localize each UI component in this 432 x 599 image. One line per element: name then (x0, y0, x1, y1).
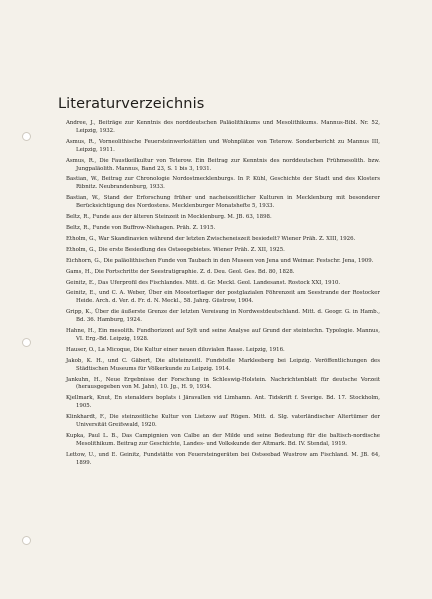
bibliography-entry: Kjellmark, Knut, En stenalders boplats i Järavallen vid Limhamn. Ant. Tidskrift f. Sverige. Bd. 17. Stockholm, 1905. (66, 395, 380, 410)
punch-hole (22, 536, 31, 545)
bibliography-entry: Beltz, R., Funde aus der älteren Steinzeit in Mecklenburg. M. JB. 63, 1898. (66, 214, 272, 221)
bibliography-entry: Andree, J., Beiträge zur Kenntnis des norddeutschen Paläolithikums und Mesolithikums. Mannus-Bibl. Nr. 52, Leipzig, 1932. (66, 120, 380, 134)
bibliography-entry: Bastian, W., Beitrag zur Chronologie Nordostmecklenburgs. In P. Kühl, Geschichte der Stadt und des Klosters Ribnitz. Neubrandenburg, 1933. (66, 176, 380, 191)
bibliography-entry: Gripp, K., Über die äußerste Grenze der letzten Vereisung in Nordwestdeutschland. Mitt. d. Geogr. G. in Hamb., Bd. 36. Hamburg, 1924. (66, 309, 380, 324)
bibliography-entry: Geinitz, E., und C. A. Weber, Über ein Moostorflager der postglazialen Föhrenzeit am Seestrande der Rostocker Heide. Arch. d. Ver. d. Fr. d. N. Meckl., 58. Jahrg. Güstrow, 1904. (66, 290, 380, 305)
punch-hole (22, 338, 31, 347)
bibliography-entry: Hahne, H., Ein mesolith. Fundhorizont auf Sylt und seine Analyse auf Grund der steintechn. Typologie. Mannus, VI. Erg.-Bd. Leipzig, 1928. (66, 328, 380, 342)
bibliography-entry: Etholm, G., War Skandinavien während der letzten Zwischeneiszeit besiedelt? Wiener Präh. Z. XIII, 1926. (66, 235, 356, 242)
bibliography-entry: Lettow, U., und E. Geinitz, Fundstätte von Feuersteingeräten bei Ostseebad Wustrow am Fischland. M. JB. 64, 1899. (66, 451, 380, 466)
bibliography-entry: Hauser, O., La Micoque, Die Kultur einer neuen diluvialen Rasse. Leipzig, 1916. (66, 346, 285, 353)
bibliography-entry: Jankuhn, H., Neue Ergebnisse der Forschung in Schleswig-Holstein. Nachrichtenblatt für deutsche Vorzeit (herausgegeben von M. Jahn), 10. Jg., H. 9, 1934. (66, 376, 380, 391)
bibliography-entry: Etholm, G., Die erste Besiedlung des Ostseegebietes. Wiener Präh. Z. XII, 1925. (66, 246, 285, 253)
page-title: Literaturverzeichnis (58, 95, 205, 112)
bibliography-entry: Jakob, K. H., und C. Gäbert, Die altsteinzeitl. Fundstelle Markleeberg bei Leipzig. Veröffentlichungen des Städtischen Museums für Völkerkunde zu Leipzig. 1914. (66, 357, 380, 372)
bibliography-entry: Kupka, Paul L. B., Das Campignien von Calbe an der Milde und seine Bedeutung für die baltisch-nordische Mesolithikum. Beitrag zur Geschichte, Landes- und Volkskunde der Altmark. Bd. IV. Stendal, 1919. (66, 433, 380, 447)
bibliography-entry: Geinitz, E., Das Uferprofil des Fischlandes. Mitt. d. Gr. Meckl. Geol. Landesanst. Rostock XXI, 1910. (66, 279, 341, 286)
punch-hole (22, 132, 31, 141)
bibliography-entry: Beltz, R., Funde von Buffrow-Niehagen. Präh. Z. 1915. (66, 224, 216, 231)
bibliography-list (66, 120, 380, 471)
bibliography-entry: Klinkhardt, F., Die steinzeitliche Kultur von Lietzow auf Rügen. Mitt. d. Slg. vaterländischer Altertümer der Universität Greifswald, 1920. (66, 414, 380, 429)
bibliography-entry: Gams, H., Die Fortschritte der Seestratigraphie. Z. d. Deu. Geol. Ges. Bd. 80, 1828. (66, 268, 295, 275)
bibliography-entry: Asmus, R., Die Faustkeilkultur von Teterow. Ein Beitrag zur Kenntnis des norddeutschen Frühmesolith. bzw. Jungpaläolith. Mannus, Band 23, S. 1 bis 3, 1931. (66, 157, 380, 172)
bibliography-entry: Asmus, R., Vorneolithische Feuersteinwerkstätten und Wohnplätze von Teterow. Sonderbericht zu Mannus III, Leipzig, 1911. (66, 138, 380, 153)
bibliography-entry: Bastian, W., Stand der Erforschung früher und nacheiszeitlicher Kulturen in Mecklenburg mit besonderer Berücksichtigung des Nordostens. Mecklenburger Monatshefte 5, 1933. (66, 195, 380, 210)
bibliography-entry: Eichhorn, G., Die paläolithischen Funde von Taubach in den Museen von Jena und Weimar. Festschr. Jena, 1909. (66, 257, 374, 264)
